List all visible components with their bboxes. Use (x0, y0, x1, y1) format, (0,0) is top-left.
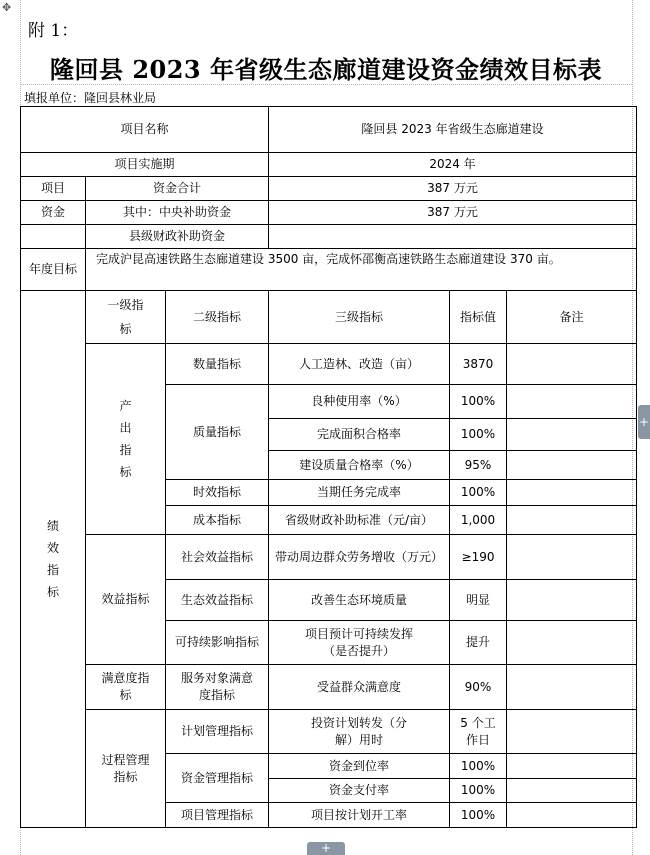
value-cell: 明显 (450, 580, 507, 621)
funds-label-bottom: 资金 (21, 201, 86, 225)
remark-cell (507, 506, 637, 535)
value-cell: 100% (450, 480, 507, 506)
value-cell: 95% (450, 451, 507, 480)
remark-cell (507, 621, 637, 665)
table-row (21, 249, 637, 291)
value-cell: ≥190 (450, 535, 507, 580)
level3-cell: 资金到位率 (269, 754, 450, 779)
level3-header: 三级指标 (269, 291, 450, 344)
annual-target-label: 年度目标 (21, 249, 86, 291)
remark-cell (507, 754, 637, 779)
satisfaction-group-label: 满意度指标 (86, 665, 166, 710)
remark-cell (507, 665, 637, 710)
level3-cell: 良种使用率（%） (269, 385, 450, 419)
attachment-label: 附 1： (28, 21, 79, 41)
value-cell: 提升 (450, 621, 507, 665)
level3-cell: 改善生态环境质量 (269, 580, 450, 621)
table-row (21, 710, 637, 754)
project-name-label: 项目名称 (21, 107, 269, 153)
table-row (21, 201, 637, 225)
level1-header: 一级指标 (86, 291, 166, 344)
value-cell: 3870 (450, 344, 507, 385)
remark-cell (507, 419, 637, 451)
add-column-icon[interactable]: + (638, 405, 650, 439)
performance-target-table (20, 106, 637, 828)
level3-cell: 投资计划转发（分解）用时 (269, 710, 450, 754)
add-row-icon[interactable]: + (307, 842, 345, 855)
project-name-value: 隆回县 2023 年省级生态廊道建设 (269, 107, 637, 153)
level2-cell: 生态效益指标 (166, 580, 269, 621)
benefit-group-label: 效益指标 (86, 535, 166, 665)
remark-cell (507, 385, 637, 419)
remark-cell (507, 451, 637, 480)
reporting-unit: 填报单位：隆回县林业局 (24, 91, 157, 105)
level3-cell: 项目预计可持续发挥（是否提升） (269, 621, 450, 665)
level2-cell: 成本指标 (166, 506, 269, 535)
remark-cell (507, 344, 637, 385)
value-cell: 100% (450, 803, 507, 828)
central-funds-label: 其中：中央补助资金 (86, 201, 269, 225)
level3-cell: 资金支付率 (269, 779, 450, 803)
value-cell: 1,000 (450, 506, 507, 535)
table-row (21, 225, 637, 249)
value-cell: 100% (450, 419, 507, 451)
remark-cell (507, 803, 637, 828)
level2-cell: 时效指标 (166, 480, 269, 506)
remark-cell (507, 480, 637, 506)
remark-cell (507, 580, 637, 621)
table-row (21, 535, 637, 580)
document-title: 隆回县 2023 年省级生态廊道建设资金绩效目标表 (49, 55, 602, 84)
table-row (21, 665, 637, 710)
level2-cell: 计划管理指标 (166, 710, 269, 754)
table-row (21, 177, 637, 201)
level3-cell: 省级财政补助标准（元/亩） (269, 506, 450, 535)
level2-cell: 可持续影响指标 (166, 621, 269, 665)
level3-cell: 建设质量合格率（%） (269, 451, 450, 480)
table-row (21, 153, 637, 177)
level3-cell: 带动周边群众劳务增收（万元） (269, 535, 450, 580)
value-cell: 5 个工作日 (450, 710, 507, 754)
remark-cell (507, 710, 637, 754)
county-funds-value (269, 225, 637, 249)
value-header: 指标值 (450, 291, 507, 344)
annual-target-value: 完成沪昆高速铁路生态廊道建设 3500 亩，完成怀邵衡高速铁路生态廊道建设 370 亩。 (86, 249, 637, 291)
level3-cell: 人工造林、改造（亩） (269, 344, 450, 385)
level3-cell: 受益群众满意度 (269, 665, 450, 710)
level2-cell: 服务对象满意度指标 (166, 665, 269, 710)
level3-cell: 当期任务完成率 (269, 480, 450, 506)
level3-cell: 项目按计划开工率 (269, 803, 450, 828)
value-cell: 100% (450, 385, 507, 419)
value-cell: 90% (450, 665, 507, 710)
level2-header: 二级指标 (166, 291, 269, 344)
level3-cell: 完成面积合格率 (269, 419, 450, 451)
funds-label-top: 项目 (21, 177, 86, 201)
remark-header: 备注 (507, 291, 637, 344)
table-row (21, 344, 637, 385)
process-group-label: 过程管理指标 (86, 710, 166, 828)
value-cell: 100% (450, 779, 507, 803)
perf-indicator-label: 绩效指标 (21, 291, 86, 828)
table-row (21, 291, 637, 344)
level2-cell: 社会效益指标 (166, 535, 269, 580)
level2-cell: 数量指标 (166, 344, 269, 385)
total-funds-value: 387 万元 (269, 177, 637, 201)
move-handle-icon[interactable]: ✥ (2, 1, 12, 14)
remark-cell (507, 779, 637, 803)
table-row (21, 107, 637, 153)
total-funds-label: 资金合计 (86, 177, 269, 201)
level2-cell: 资金管理指标 (166, 754, 269, 803)
period-label: 项目实施期 (21, 153, 269, 177)
level2-cell: 质量指标 (166, 385, 269, 480)
remark-cell (507, 535, 637, 580)
county-funds-label: 县级财政补助资金 (86, 225, 269, 249)
output-group-label: 产出指标 (86, 344, 166, 535)
period-value: 2024 年 (269, 153, 637, 177)
level2-cell: 项目管理指标 (166, 803, 269, 828)
value-cell: 100% (450, 754, 507, 779)
central-funds-value: 387 万元 (269, 201, 637, 225)
blank-cell (21, 225, 86, 249)
